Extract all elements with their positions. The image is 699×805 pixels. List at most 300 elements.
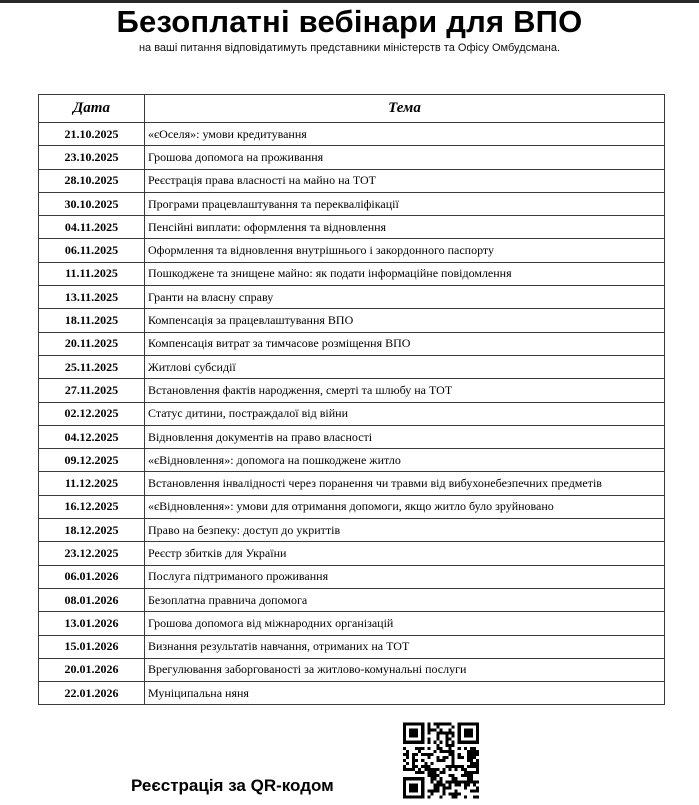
qr-module — [436, 759, 439, 762]
qr-module — [443, 789, 446, 792]
qr-module — [461, 774, 464, 777]
qr-module — [470, 777, 473, 780]
qr-module — [439, 783, 442, 786]
qr-module — [421, 777, 424, 780]
qr-module — [427, 732, 430, 735]
webinar-topic: Реєстр збитків для України — [145, 542, 665, 565]
qr-module — [418, 747, 421, 750]
qr-module — [452, 753, 455, 756]
table-row — [39, 542, 665, 565]
qr-module — [458, 735, 461, 738]
qr-module — [476, 729, 479, 732]
qr-module — [455, 792, 458, 795]
qr-module — [443, 771, 446, 774]
table-row — [39, 635, 665, 658]
qr-module — [439, 771, 442, 774]
qr-module — [406, 753, 409, 756]
webinar-date: 23.10.2025 — [39, 146, 145, 169]
qr-module — [406, 723, 409, 726]
table-row — [39, 355, 665, 378]
qr-code-icon[interactable] — [403, 722, 479, 799]
qr-module — [427, 753, 430, 756]
qr-module — [458, 753, 461, 756]
qr-module — [418, 723, 421, 726]
qr-module — [458, 783, 461, 786]
qr-module — [415, 783, 418, 786]
qr-module — [467, 756, 470, 759]
qr-module — [449, 792, 452, 795]
webinar-topic: Компенсація витрат за тимчасове розміщення ВПО — [145, 332, 665, 355]
qr-module — [427, 795, 430, 798]
qr-module — [443, 783, 446, 786]
qr-module — [476, 759, 479, 762]
webinar-date: 15.01.2026 — [39, 635, 145, 658]
qr-module — [436, 744, 439, 747]
qr-module — [403, 777, 406, 780]
qr-module — [470, 732, 473, 735]
webinar-date: 28.10.2025 — [39, 169, 145, 192]
qr-module — [439, 741, 442, 744]
webinar-date: 09.12.2025 — [39, 449, 145, 472]
qr-module — [433, 723, 436, 726]
qr-module — [476, 762, 479, 765]
qr-module — [433, 774, 436, 777]
qr-module — [461, 765, 464, 768]
qr-module — [473, 750, 476, 753]
qr-module — [421, 780, 424, 783]
qr-module — [430, 768, 433, 771]
webinar-topic: Статус дитини, постраждалої від війни — [145, 402, 665, 425]
qr-module — [467, 735, 470, 738]
qr-module — [421, 741, 424, 744]
qr-module — [421, 771, 424, 774]
qr-module — [458, 765, 461, 768]
webinar-topic: «єВідновлення»: допомога на пошкоджене житло — [145, 449, 665, 472]
webinar-topic: Житлові субсидії — [145, 355, 665, 378]
qr-module — [443, 786, 446, 789]
qr-module — [443, 750, 446, 753]
qr-module — [470, 774, 473, 777]
webinar-topic: Встановлення фактів народження, смерті та шлюбу на ТОТ — [145, 379, 665, 402]
qr-module — [476, 726, 479, 729]
qr-module — [461, 780, 464, 783]
table-row — [39, 658, 665, 681]
qr-module — [409, 735, 412, 738]
qr-module — [409, 795, 412, 798]
qr-module — [403, 747, 406, 750]
qr-module — [464, 783, 467, 786]
qr-module — [443, 759, 446, 762]
qr-module — [415, 759, 418, 762]
qr-module — [439, 750, 442, 753]
qr-module — [452, 765, 455, 768]
qr-module — [439, 747, 442, 750]
qr-module — [406, 777, 409, 780]
qr-module — [424, 753, 427, 756]
qr-module — [470, 762, 473, 765]
qr-module — [446, 780, 449, 783]
qr-module — [476, 723, 479, 726]
qr-module — [449, 780, 452, 783]
qr-module — [427, 741, 430, 744]
registration-label: Реєстрація за QR-кодом — [131, 776, 334, 795]
qr-module — [415, 777, 418, 780]
qr-module — [403, 783, 406, 786]
qr-module — [409, 783, 412, 786]
webinar-topic: Право на безпеку: доступ до укриттів — [145, 519, 665, 542]
qr-module — [418, 777, 421, 780]
webinar-topic: Реєстрація права власності на майно на ТОТ — [145, 169, 665, 192]
qr-module — [403, 729, 406, 732]
qr-module — [443, 732, 446, 735]
qr-module — [458, 741, 461, 744]
qr-module — [473, 765, 476, 768]
qr-module — [446, 741, 449, 744]
qr-module — [412, 783, 415, 786]
qr-module — [439, 732, 442, 735]
qr-module — [449, 747, 452, 750]
column-header-topic: Тема — [145, 95, 665, 123]
qr-module — [473, 789, 476, 792]
qr-module — [439, 777, 442, 780]
qr-module — [467, 783, 470, 786]
qr-module — [412, 795, 415, 798]
qr-module — [421, 747, 424, 750]
qr-module — [464, 741, 467, 744]
qr-module — [403, 732, 406, 735]
qr-module — [464, 771, 467, 774]
qr-module — [470, 765, 473, 768]
qr-module — [412, 735, 415, 738]
qr-module — [436, 789, 439, 792]
qr-module — [403, 723, 406, 726]
webinar-date: 20.11.2025 — [39, 332, 145, 355]
qr-module — [458, 747, 461, 750]
qr-module — [418, 768, 421, 771]
table-row — [39, 286, 665, 309]
webinar-topic: Встановлення інвалідності через поранення чи травми від вибухонебезпечних предметів — [145, 472, 665, 495]
webinar-topic: Компенсація за працевлаштування ВПО — [145, 309, 665, 332]
qr-module — [421, 738, 424, 741]
qr-module — [406, 756, 409, 759]
qr-module — [430, 789, 433, 792]
qr-module — [476, 753, 479, 756]
qr-module — [412, 789, 415, 792]
qr-module — [403, 786, 406, 789]
qr-module — [415, 732, 418, 735]
qr-module — [415, 729, 418, 732]
qr-module — [473, 741, 476, 744]
qr-module — [467, 750, 470, 753]
qr-module — [461, 741, 464, 744]
qr-module — [427, 765, 430, 768]
qr-module — [458, 729, 461, 732]
qr-module — [436, 783, 439, 786]
qr-module — [467, 732, 470, 735]
qr-module — [476, 741, 479, 744]
qr-module — [403, 792, 406, 795]
qr-module — [421, 792, 424, 795]
qr-module — [470, 723, 473, 726]
qr-module — [421, 732, 424, 735]
qr-module — [433, 729, 436, 732]
qr-module — [421, 783, 424, 786]
qr-module — [439, 729, 442, 732]
qr-module — [470, 771, 473, 774]
table-row — [39, 379, 665, 402]
qr-module — [446, 738, 449, 741]
qr-module — [452, 780, 455, 783]
qr-module — [446, 765, 449, 768]
qr-module — [430, 774, 433, 777]
webinar-topic: «єОселя»: умови кредитування — [145, 123, 665, 146]
qr-module — [415, 795, 418, 798]
qr-module — [421, 786, 424, 789]
qr-module — [427, 756, 430, 759]
webinar-date: 13.01.2026 — [39, 612, 145, 635]
qr-module — [424, 765, 427, 768]
qr-module — [470, 729, 473, 732]
table-row — [39, 449, 665, 472]
qr-module — [470, 789, 473, 792]
qr-module — [433, 789, 436, 792]
qr-module — [412, 723, 415, 726]
qr-module — [464, 735, 467, 738]
qr-module — [449, 744, 452, 747]
qr-module — [473, 756, 476, 759]
qr-module — [439, 759, 442, 762]
qr-module — [415, 771, 418, 774]
qr-module — [476, 780, 479, 783]
qr-module — [446, 735, 449, 738]
qr-module — [449, 753, 452, 756]
webinar-date: 23.12.2025 — [39, 542, 145, 565]
qr-module — [473, 795, 476, 798]
qr-module — [403, 789, 406, 792]
qr-module — [430, 771, 433, 774]
table-row — [39, 239, 665, 262]
qr-module — [412, 732, 415, 735]
qr-module — [467, 741, 470, 744]
webinar-date: 20.01.2026 — [39, 658, 145, 681]
qr-module — [427, 738, 430, 741]
qr-module — [409, 768, 412, 771]
qr-module — [403, 780, 406, 783]
qr-module — [418, 741, 421, 744]
qr-module — [449, 768, 452, 771]
qr-module — [458, 723, 461, 726]
qr-module — [406, 741, 409, 744]
qr-module — [476, 771, 479, 774]
qr-module — [439, 723, 442, 726]
qr-module — [473, 723, 476, 726]
qr-module — [443, 723, 446, 726]
webinar-date: 04.11.2025 — [39, 216, 145, 239]
qr-module — [439, 780, 442, 783]
qr-module — [430, 780, 433, 783]
qr-module — [427, 747, 430, 750]
qr-module — [455, 789, 458, 792]
webinar-topic: Гранти на власну справу — [145, 286, 665, 309]
qr-module — [412, 756, 415, 759]
qr-module — [476, 738, 479, 741]
webinar-date: 30.10.2025 — [39, 192, 145, 215]
qr-module — [409, 777, 412, 780]
qr-module — [470, 759, 473, 762]
qr-module — [424, 762, 427, 765]
qr-module — [476, 768, 479, 771]
qr-module — [412, 759, 415, 762]
webinar-date: 08.01.2026 — [39, 588, 145, 611]
qr-module — [452, 759, 455, 762]
qr-module — [415, 765, 418, 768]
qr-module — [464, 795, 467, 798]
qr-module — [458, 756, 461, 759]
webinar-date: 25.11.2025 — [39, 355, 145, 378]
table-row — [39, 565, 665, 588]
qr-module — [433, 750, 436, 753]
webinar-topic: Грошова допомога від міжнародних організацій — [145, 612, 665, 635]
qr-module — [412, 765, 415, 768]
qr-module — [421, 795, 424, 798]
qr-module — [433, 786, 436, 789]
qr-module — [427, 774, 430, 777]
webinar-date: 04.12.2025 — [39, 425, 145, 448]
webinar-date: 11.12.2025 — [39, 472, 145, 495]
qr-module — [461, 723, 464, 726]
qr-module — [403, 726, 406, 729]
qr-module — [446, 750, 449, 753]
qr-module — [458, 780, 461, 783]
table-row — [39, 332, 665, 355]
qr-module — [467, 765, 470, 768]
qr-module — [458, 738, 461, 741]
qr-module — [427, 726, 430, 729]
qr-module — [452, 744, 455, 747]
qr-module — [403, 768, 406, 771]
qr-module — [473, 783, 476, 786]
webinar-schedule-table — [38, 94, 665, 705]
qr-module — [433, 783, 436, 786]
webinar-date: 06.11.2025 — [39, 239, 145, 262]
webinar-topic: Муніципальна няня — [145, 682, 665, 705]
webinar-date: 27.11.2025 — [39, 379, 145, 402]
qr-module — [452, 735, 455, 738]
qr-module — [449, 738, 452, 741]
qr-module — [470, 747, 473, 750]
qr-module — [412, 762, 415, 765]
webinar-date: 16.12.2025 — [39, 495, 145, 518]
qr-module — [436, 786, 439, 789]
table-row — [39, 146, 665, 169]
qr-module — [470, 753, 473, 756]
qr-module — [452, 792, 455, 795]
webinar-date: 22.01.2026 — [39, 682, 145, 705]
qr-module — [452, 762, 455, 765]
qr-module — [476, 765, 479, 768]
qr-module — [449, 723, 452, 726]
qr-module — [412, 768, 415, 771]
qr-module — [421, 789, 424, 792]
qr-module — [467, 723, 470, 726]
qr-module — [436, 780, 439, 783]
webinar-topic: Пенсійні виплати: оформлення та відновлення — [145, 216, 665, 239]
qr-module — [473, 762, 476, 765]
qr-module — [443, 792, 446, 795]
qr-module — [464, 723, 467, 726]
qr-module — [476, 735, 479, 738]
qr-module — [449, 729, 452, 732]
qr-module — [409, 732, 412, 735]
qr-module — [421, 723, 424, 726]
qr-module — [406, 750, 409, 753]
qr-module — [446, 786, 449, 789]
qr-module — [406, 768, 409, 771]
qr-module — [449, 774, 452, 777]
table-row — [39, 612, 665, 635]
page-title: Безоплатні вебінари для ВПО — [116, 4, 583, 39]
qr-module — [436, 768, 439, 771]
qr-module — [449, 783, 452, 786]
qr-module — [455, 780, 458, 783]
qr-module — [412, 741, 415, 744]
qr-module — [430, 753, 433, 756]
qr-module — [415, 741, 418, 744]
top-border — [0, 0, 699, 3]
qr-module — [406, 795, 409, 798]
webinar-date: 18.12.2025 — [39, 519, 145, 542]
table-row — [39, 169, 665, 192]
qr-module — [430, 792, 433, 795]
qr-module — [427, 768, 430, 771]
table-row — [39, 682, 665, 705]
qr-module — [415, 747, 418, 750]
qr-module — [455, 765, 458, 768]
qr-module — [452, 795, 455, 798]
table-row — [39, 588, 665, 611]
qr-module — [458, 792, 461, 795]
qr-module — [418, 771, 421, 774]
qr-module — [421, 765, 424, 768]
webinar-topic: Відновлення документів на право власності — [145, 425, 665, 448]
table-row — [39, 309, 665, 332]
webinar-date: 06.01.2026 — [39, 565, 145, 588]
qr-module — [452, 741, 455, 744]
table-header-row — [39, 95, 665, 123]
qr-module — [421, 753, 424, 756]
qr-module — [452, 726, 455, 729]
webinar-date: 11.11.2025 — [39, 262, 145, 285]
qr-module — [430, 777, 433, 780]
qr-module — [470, 750, 473, 753]
table-row — [39, 495, 665, 518]
qr-module — [403, 741, 406, 744]
table-row — [39, 472, 665, 495]
qr-module — [470, 756, 473, 759]
qr-module — [476, 750, 479, 753]
table-row — [39, 216, 665, 239]
webinar-topic: Врегулювання заборгованості за житлово-комунальні послуги — [145, 658, 665, 681]
qr-module — [436, 756, 439, 759]
qr-module — [439, 795, 442, 798]
qr-module — [403, 759, 406, 762]
qr-module — [455, 795, 458, 798]
qr-module — [467, 729, 470, 732]
qr-module — [421, 726, 424, 729]
qr-module — [473, 771, 476, 774]
qr-module — [427, 789, 430, 792]
qr-module — [449, 750, 452, 753]
